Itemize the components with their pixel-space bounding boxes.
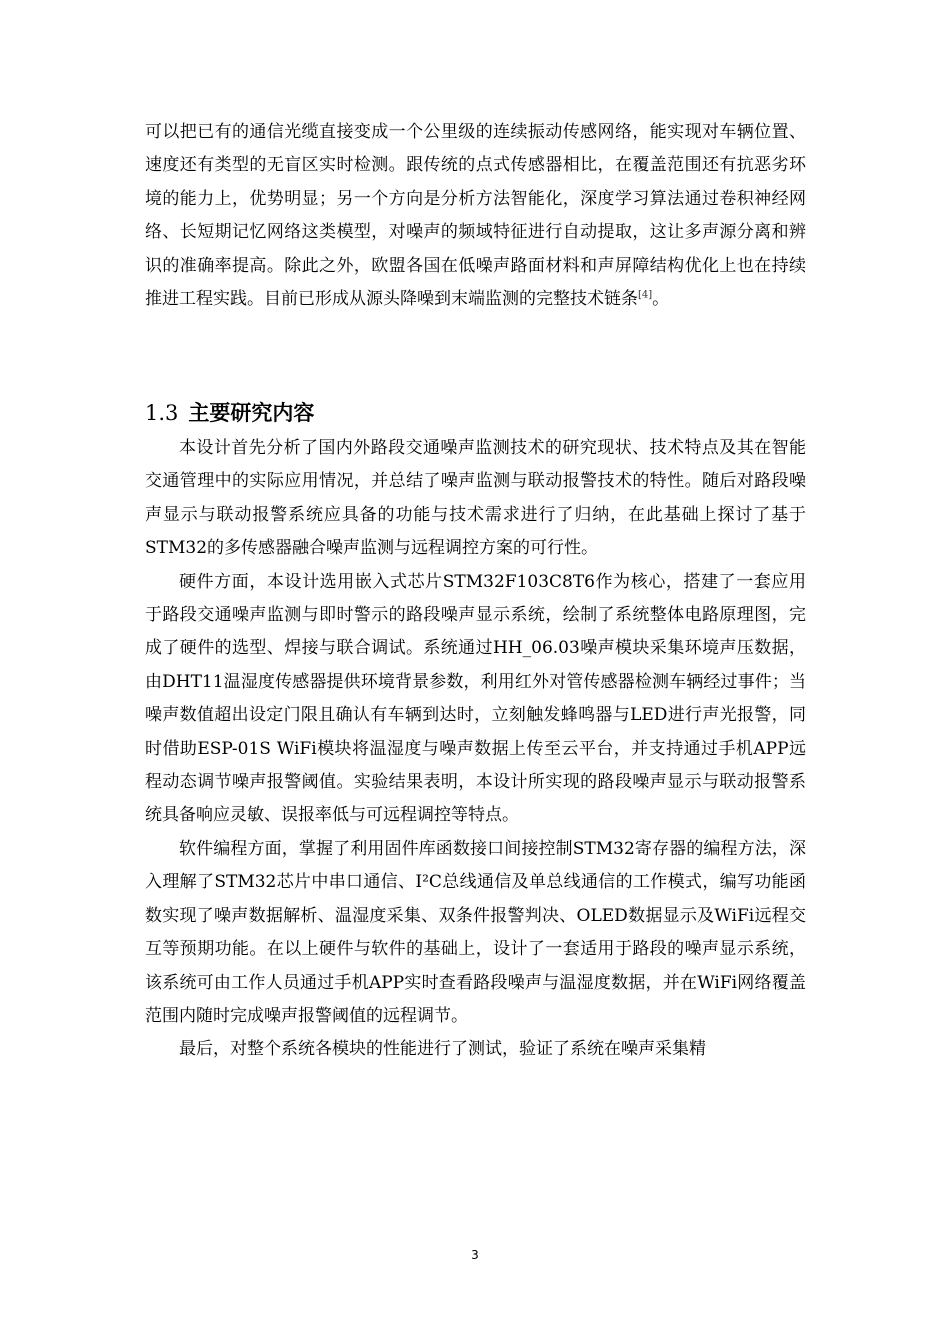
paragraph-software: 软件编程方面，掌握了利用固件库函数接口间接控制STM32寄存器的编程方法，深入理解了STM32芯片中串口通信、I²C总线通信及单总线通信的工作模式，编写功能函数实现了噪声数据解析、温湿度采集、双条件报警判决、OLED数据显示及WiFi远程交互等预期功能。在以上硬件与软件的基础上，设计了一套适用于路段的噪声显示系统，该系统可由工作人员通过手机APP实时查看路段噪声与温湿度数据，并在WiFi网络覆盖范围内随时完成噪声报警阈值的远程调节。 xyxy=(145,838,806,1026)
paragraph-hardware: 硬件方面，本设计选用嵌入式芯片STM32F103C8T6作为核心，搭建了一套应用于路段交通噪声监测与即时警示的路段噪声显示系统，绘制了系统整体电路原理图，完成了硬件的选型、焊接与联合调试。系统通过HH_06.03噪声模块采集环境声压数据，由DHT11温湿度传感器提供环境背景参数，利用红外对管传感器检测车辆经过事件；当噪声数值超出设定门限且确认有车辆到达时，立刻触发蜂鸣器与LED进行声光报警，同时借助ESP-01S WiFi模块将温湿度与噪声数据上传至云平台，并支持通过手机APP远程动态调节噪声报警阈值。实验结果表明，本设计所实现的路段噪声显示与联动报警系统具备响应灵敏、误报率低与可远程调控等特点。 xyxy=(145,571,806,826)
section-number: 1.3 xyxy=(145,401,179,425)
citation-marker: [4] xyxy=(638,289,653,301)
paragraph-final: 最后，对整个系统各模块的性能进行了测试，验证了系统在噪声采集精 xyxy=(179,1039,706,1060)
section-heading xyxy=(145,398,314,428)
section-title: 主要研究内容 xyxy=(188,401,315,425)
section-body xyxy=(145,432,806,1067)
top-text-block xyxy=(145,116,806,316)
page-number: 3 xyxy=(471,1248,479,1262)
paragraph-text: 可以把已有的通信光缆直接变成一个公里级的连续振动传感网络，能实现对车辆位置、速度还有类型的无盲区实时检测。跟传统的点式传感器相比，在覆盖范围还有抗恶劣环境的能力上，优势明显；另一个方向是分析方法智能化，深度学习算法通过卷积神经网络、长短期记忆网络这类模型，对噪声的频域特征进行自动提取，这让多声源分离和辨识的准确率提高。除此之外，欧盟各国在低噪声路面材料和声屏障结构优化上也在持续推进工程实践。目前已形成从源头降噪到末端监测的完整技术链条 xyxy=(145,122,806,310)
paragraph-end: 。 xyxy=(652,289,670,310)
paragraph-intro: 本设计首先分析了国内外路段交通噪声监测技术的研究现状、技术特点及其在智能交通管理中的实际应用情况，并总结了噪声监测与联动报警技术的特性。随后对路段噪声显示与联动报警系统应具备的功能与技术需求进行了归纳，在此基础上探讨了基于STM32的多传感器融合噪声监测与远程调控方案的可行性。 xyxy=(145,438,806,559)
paragraph-continuation xyxy=(145,116,806,316)
